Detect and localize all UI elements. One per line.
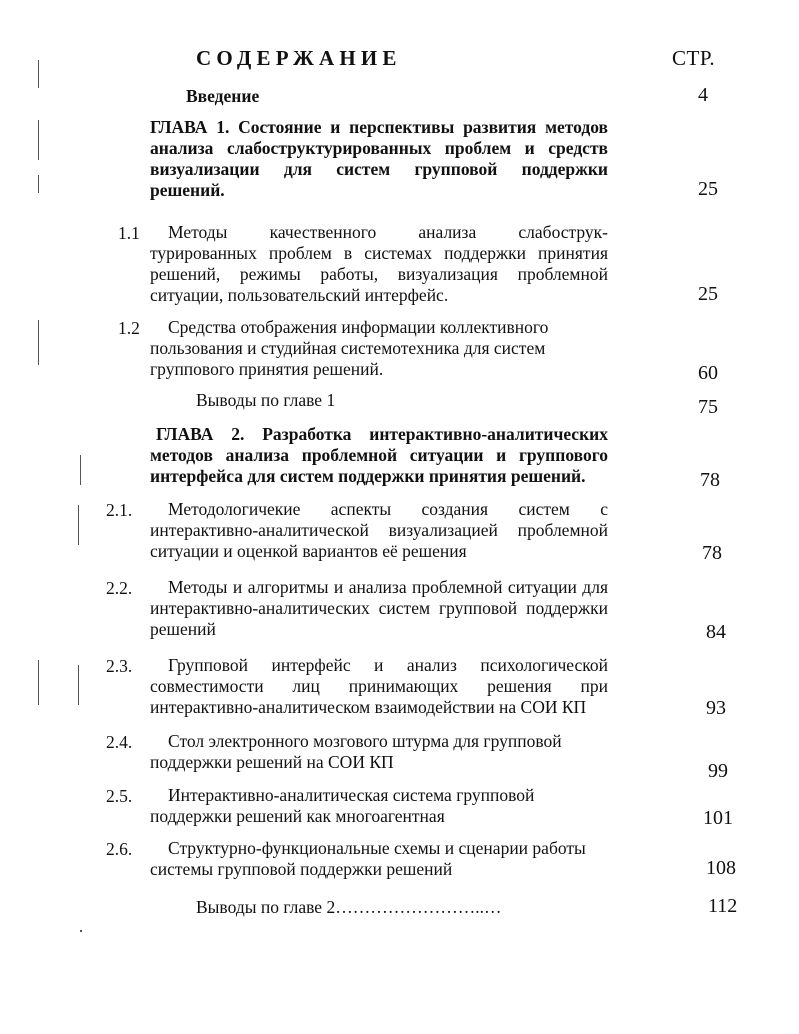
scan-mark: [38, 120, 39, 160]
toc-section-2-6-page: 108: [706, 857, 736, 879]
toc-section-number: 2.6.: [106, 839, 133, 859]
toc-section-number: 1.2: [118, 318, 140, 338]
toc-section-1-2: Средства отображения информации коллективного пользования и студийная системотехника для систем группового принятия решений.: [150, 317, 549, 379]
toc-section-number: 2.4.: [106, 732, 133, 752]
toc-section-2-3: Групповой интерфейс и анализ психологической совместимости лиц принимающих решения при интерактивно-аналитическом взаимодействии на СОИ КП: [150, 655, 608, 717]
scan-mark: [80, 930, 82, 932]
toc-section-2-4-page: 99: [708, 760, 728, 782]
toc-section-2-5-page: 101: [703, 807, 733, 829]
toc-section-1-1: Методы качественного анализа слабострук- турированных проблем в системах поддержки принятия решений, режимы работы, визуализация проблемной ситуации, пользовательский интерфейс.: [150, 222, 608, 305]
toc-section-number: 1.1: [118, 223, 140, 243]
toc-intro-label: Введение: [186, 86, 260, 106]
toc-conclusions-1: Выводы по главе 1: [196, 390, 336, 410]
toc-chapter-2: ГЛАВА 2. Разработка интерактивно-аналитических методов анализа проблемной ситуации и группового интерфейса для систем поддержки принятия решений.: [150, 424, 608, 486]
toc-chapter-1-page: 25: [698, 178, 718, 200]
scan-mark: [78, 665, 79, 705]
toc-chapter-2-page: 78: [700, 469, 720, 491]
toc-section-2-5: Интерактивно-аналитическая система групповой поддержки решений как многоагентная: [150, 785, 535, 826]
page-title: СОДЕРЖАНИЕ: [196, 46, 402, 70]
toc-section-1-2-page: 60: [698, 362, 718, 384]
toc-section-2-2: Методы и алгоритмы и анализа проблемной ситуации для интерактивно-аналитических систем групповой поддержки решений: [150, 577, 608, 639]
toc-section-2-1-page: 78: [702, 542, 722, 564]
toc-section-number: 2.1.: [106, 500, 133, 520]
toc-section-2-1: Методологичекие аспекты создания систем с интерактивно-аналитической визуализацией проблемной ситуации и оценкой вариантов её решения: [150, 499, 608, 561]
scan-mark: [78, 505, 79, 545]
toc-section-2-6: Структурно-функциональные схемы и сценарии работы системы групповой поддержки решений: [150, 838, 586, 879]
toc-section-number: 2.3.: [106, 656, 133, 676]
toc-chapter-1: ГЛАВА 1. Состояние и перспективы развития методов анализа слабоструктурированных проблем и средств визуализации для систем групповой поддержки решений.: [150, 117, 608, 200]
toc-conclusions-1-page: 75: [698, 396, 718, 418]
scan-mark: [38, 320, 39, 365]
page-column-header: СТР.: [672, 46, 716, 70]
scan-mark: [80, 455, 81, 485]
scan-mark: [38, 175, 39, 193]
toc-section-number: 2.5.: [106, 786, 133, 806]
toc-section-2-2-page: 84: [706, 621, 726, 643]
toc-section-2-4: Стол электронного мозгового штурма для групповой поддержки решений на СОИ КП: [150, 731, 562, 772]
toc-conclusions-2: Выводы по главе 2……………………..…: [196, 897, 502, 917]
toc-section-number: 2.2.: [106, 578, 133, 598]
scan-mark: [38, 660, 39, 705]
toc-section-1-1-page: 25: [698, 283, 718, 305]
toc-intro-page: 4: [698, 84, 708, 106]
toc-section-2-3-page: 93: [706, 697, 726, 719]
toc-conclusions-2-page: 112: [708, 895, 738, 917]
scan-mark: [38, 60, 39, 88]
